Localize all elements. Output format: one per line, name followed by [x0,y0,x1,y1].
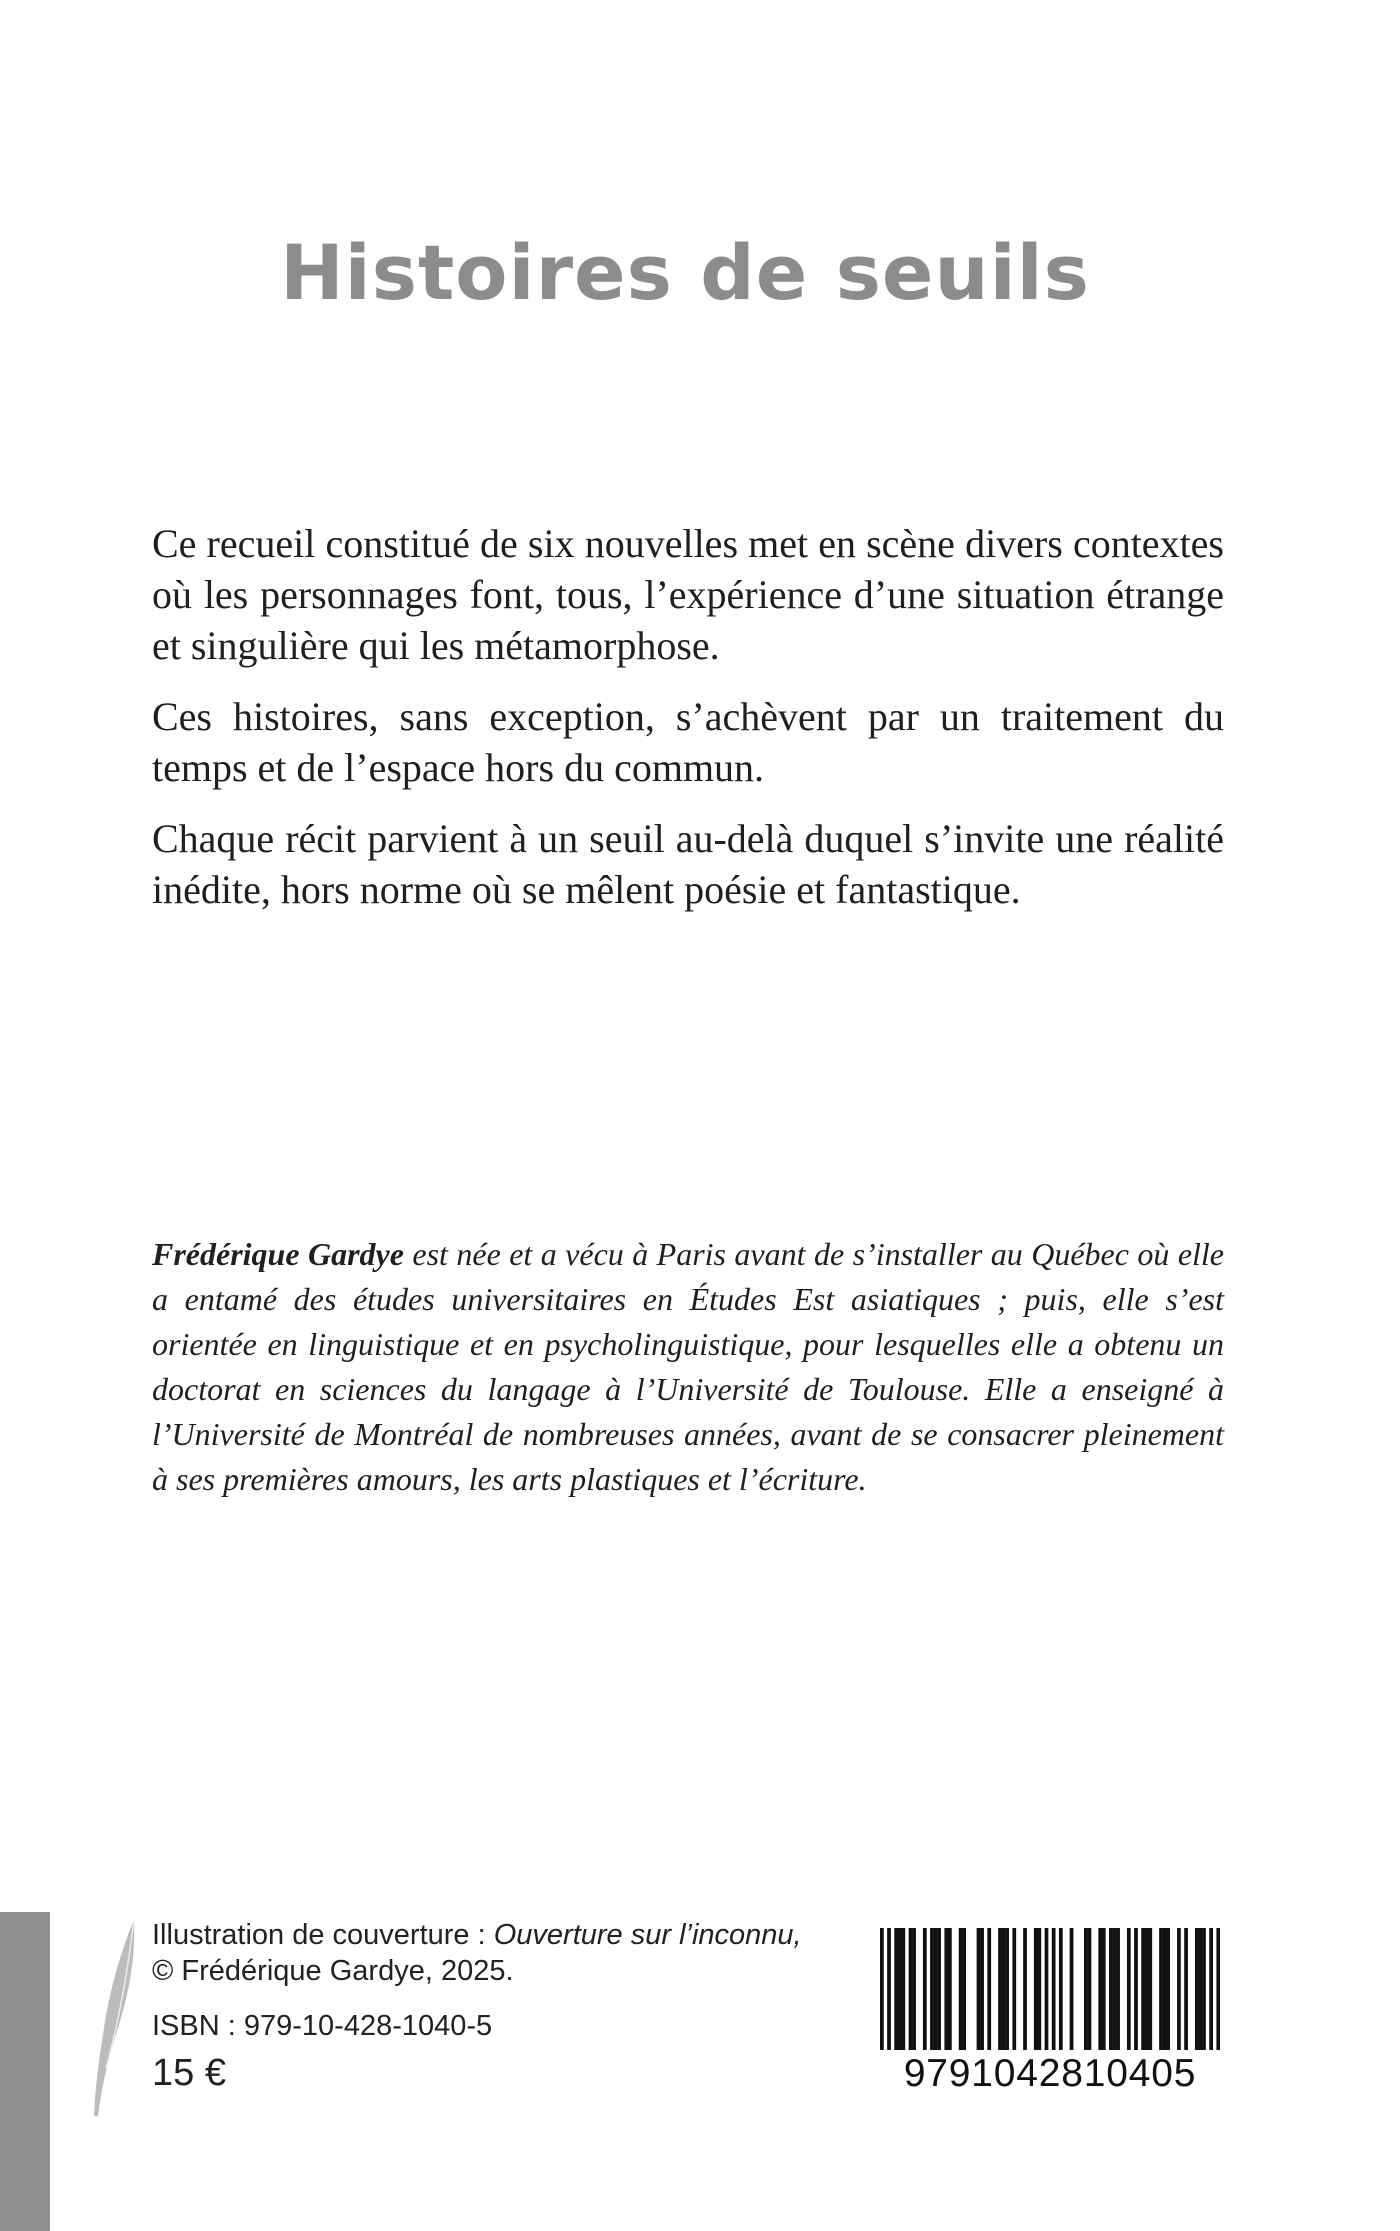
barcode-digits: 9791042810405 [903,2052,1197,2095]
barcode-bar [880,1928,884,2050]
barcode-bar [962,1928,966,2050]
barcode-bar [1209,1928,1213,2050]
barcode-bar [934,1928,938,2050]
barcode-bar [937,1928,941,2050]
blurb-paragraph-2: Ces histoires, sans exception, s’achèvent par un traitement du temps et de l’espace hors du commun. [152,694,1224,790]
barcode-bar [1002,1928,1006,2050]
barcode-bar [1037,1928,1041,2050]
barcode-bar [948,1928,952,2050]
grey-side-bar [0,1912,50,2231]
artwork-title: Ouverture sur l’inconnu, [493,1919,802,1951]
barcode-bar [1084,1928,1088,2050]
feather-icon [84,1918,144,2118]
barcode-bar [1141,1928,1145,2050]
barcode-bar [1202,1928,1206,2050]
barcode-bar [1113,1928,1117,2050]
barcode-bar [1134,1928,1138,2050]
barcode-icon [880,1928,1220,2050]
barcode-bar [1166,1928,1170,2050]
barcode-bar [912,1928,916,2050]
barcode-bar [980,1928,984,2050]
book-title: Histoires de seuils [280,228,1090,317]
barcode-bar [1148,1928,1152,2050]
barcode-bar [998,1928,1002,2050]
barcode-bar [1163,1928,1167,2050]
barcode-bar [1109,1928,1113,2050]
barcode-bar [1127,1928,1131,2050]
barcode-bar [923,1928,927,2050]
blurb-paragraph-3: Chaque récit parvient à un seuil au-delà duquel s’invite une réalité inédite, hors norme où se mêlent poésie et fantastique. [152,816,1224,912]
barcode-bar [1034,1928,1038,2050]
cover-credits [152,1917,852,1989]
barcode-bar [1195,1928,1199,2050]
barcode-bar [909,1928,913,2050]
barcode-bar [1199,1928,1203,2050]
author-bio [152,1232,1224,1502]
barcode-bar [1102,1928,1106,2050]
barcode-bar [1145,1928,1149,2050]
price: 15 € [152,2052,226,2094]
barcode-bar [987,1928,991,2050]
barcode-bar [977,1928,981,2050]
barcode-bar [1052,1928,1056,2050]
barcode-bar [887,1928,891,2050]
barcode-bar [959,1928,963,2050]
barcode-bar [944,1928,948,2050]
barcode-bar [1216,1928,1220,2050]
barcode-bar [1005,1928,1009,2050]
barcode-bar [1012,1928,1016,2050]
isbn: ISBN : 979-10-428-1040-5 [152,2010,493,2042]
barcode-bar [1059,1928,1063,2050]
barcode-bar [1088,1928,1092,2050]
barcode-bar [898,1928,902,2050]
barcode-bar [1023,1928,1027,2050]
barcode-bar [894,1928,898,2050]
barcode-bar [1159,1928,1163,2050]
author-name: Frédérique Gardye [152,1236,404,1272]
barcode-bar [1184,1928,1188,2050]
barcode-bar [1045,1928,1049,2050]
author-bio-text: est née et a vécu à Paris avant de s’installer au Québec où elle a entamé des études universitaires en Études Est asiatiques ; puis, elle s’est orientée en linguistique et en psycholinguistique, pour lesquelles elle a obtenu un doctorat en sciences du langage à l’Université de Toulouse. Elle a enseigné à l’Université de Montréal de nombreuses années, avant de se consacrer pleinement à ses premières amours, les arts plastiques et l’écriture. [152,1236,1225,1497]
back-cover-blurb [152,518,1224,935]
barcode-bar [930,1928,934,2050]
illustration-label: Illustration de couverture : [152,1919,494,1951]
barcode-bar [1098,1928,1102,2050]
barcode-bar [1177,1928,1181,2050]
barcode-bar [901,1928,905,2050]
illustration-credit-line [152,1917,852,1953]
blurb-paragraph-1: Ce recueil constitué de six nouvelles met en scène divers contextes où les personnages font, tous, l’expérience d’une situation étrange et singulière qui les métamorphose. [152,521,1224,668]
barcode-bar [1070,1928,1074,2050]
copyright-line: © Frédérique Gardye, 2025. [152,1955,514,1987]
barcode-bar [1116,1928,1120,2050]
